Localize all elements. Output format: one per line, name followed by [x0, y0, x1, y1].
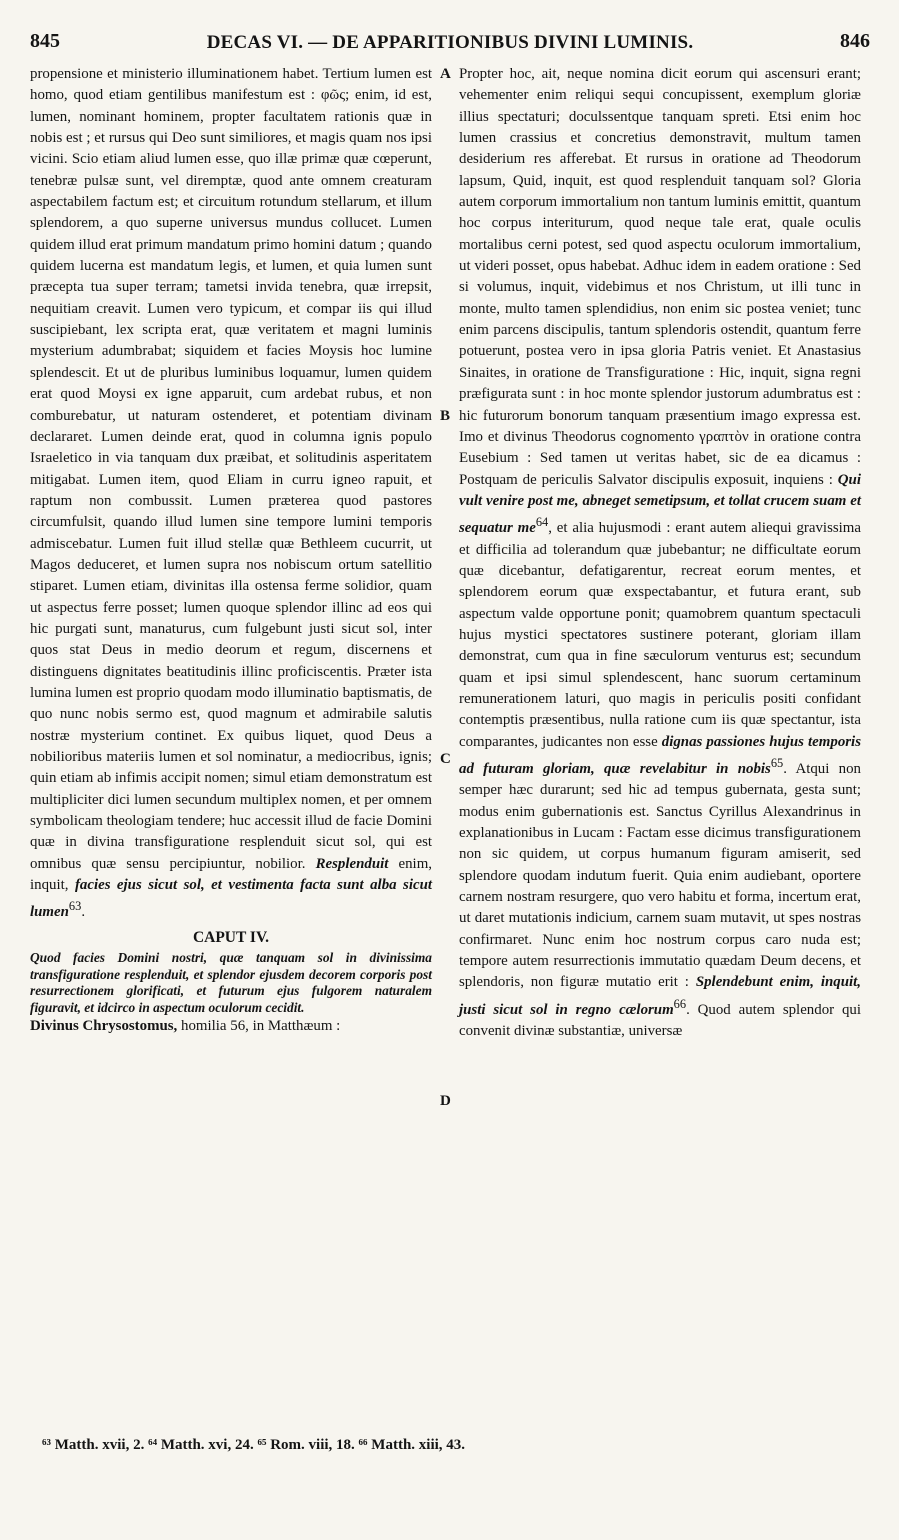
author-name: Divinus Chrysostomus,	[30, 1018, 178, 1035]
footnote-ref-66: 66	[673, 996, 687, 1011]
footnotes: ⁶³ Matth. xvii, 2. ⁶⁴ Matth. xvi, 24. ⁶⁵ Rom. viii, 18. ⁶⁶ Matth. xiii, 43.	[42, 1437, 466, 1453]
page-number-left: 845	[30, 30, 60, 52]
left-column	[30, 64, 432, 1037]
right-text-3: . Atqui non semper hæc durarunt; sed hic ad tempus gubernata, gesta sunt; modus enim gubernationis est. Sanctus Cyrillus Alexandrinus in explanationibus in Lucam : Factam esse dicimus transfigurationem non sic quidem, ut corpus humanum figuram amiserit, sed splendore quodam indutum fuerit. Quia enim audiebant, oportere carnem nostram resurgere, quo vero habitu et forma, incertum erat, ut daret mutationis indicium, carnem suam mutavit, ut spes nostras confirmaret. Nunc enim hoc nostrum corpus caro nuda est; tempore autem resurrectionis immutatio quædam Deum decens, et splendoris, non figuræ mutatio erit :	[459, 760, 861, 991]
footnote-ref-65: 65	[770, 755, 784, 770]
left-quote-mid: enim, inquit,	[30, 855, 432, 894]
right-paragraph	[459, 64, 861, 1042]
right-quote-1: Qui vult venire post me, abneget semetipsum, et tollat crucem suam et sequatur me	[459, 471, 861, 537]
margin-marker-b: B	[440, 408, 451, 424]
running-header	[30, 30, 870, 58]
left-quote-intro: Resplenduit	[315, 855, 389, 872]
running-title: DECAS VI. — DE APPARITIONIBUS DIVINI LUMINIS.	[206, 32, 694, 53]
left-paragraph-2	[30, 1016, 432, 1037]
page-number-right: 846	[840, 30, 870, 52]
left-paragraph-1-text: propensione et ministerio illuminationem habet. Tertium lumen est homo, quod etiam gentilibus manifestum est : φῶς; enim, id est, lumen, nominant hominem, propter facultatem rationis quæ in nobis est ; et rursus qui Deo sunt similiores, et magis quam nos ipsi vicini. Scio etiam aliud lumen esse, quo illæ primæ quæ cœperunt, tenebræ pulsæ sunt, vel diremptæ, quod ante omnem creaturam aspectabilem factum est; et circuitum rotundum stellarum, et illum splendorem, a quo superne universus mundus collucet. Lumen quidem illud erat primum mandatum primo homini datum ; quando quidem lucerna est mandatum legis, et lumen, et quia lumen sunt præcepta tua super terram; tametsi invida tenebra, quæ irrepsit, nequitiam creavit. Lumen vero typicum, et compar iis qui illud suscipiebant, lex scripta erat, quæ veritatem et magni luminis mysterium adumbrabat; siquidem et facies Moysis hoc lumine splendescit. Et ut de pluribus luminibus loquamur, lumen quidem erat quod Moysi ex igne apparuit, cum ardebat rubus, et non comburebatur, ut naturam ostenderet, et potentiam divinam declararet. Lumen deinde erat, quod in columna ignis populo Israeletico in via tanquam dux præibat, et solitudinis asperitatem mitigabat. Lumen item, quod Eliam in curru igneo rapuit, et raptum non combussit. Lumen præterea quod pastores circumfulsit, quando illud lumen sine tempore lumini temporis admiscebatur. Lumen fuit illud stellæ quæ Bethleem cucurrit, ut Magos deduceret, et lumen supra nos nobiscum ortum satellitio stiparet. Lumen etiam, divinitas illa ostensa ferme solidior, quam ut aspectus ferre posset; lumen quoque splendor illinc ad eos qui hic purgati sunt, manaturus, cum fulgebunt justi sicut sol, inter quos stat Deus in medio deorum et regum, discernens et distinguens dignitates beatitudinis illinc proficiscentis. Præter ista lumina lumen est proprio quodam modo illuminatio baptismatis, de quo nunc nobis sermo est, quod magnum et admirabile salutis nostræ mysterium continet. Ex quibus liquet, quod Deus a nobilioribus materiis lumen et sol nominatur, a mediocribus, ignis; quin etiam ab infimis accipit nomen; simul etiam demonstratum est multipliciter dici lumen secundum multiplex nomen, et per omnem symbolicam theologiam tendere; huc accessit illud de facie Domini quæ in divina transfiguratione resplenduit sicut sol, qui est omnibus quæ sensu percipiuntur, nobilior.	[30, 66, 432, 872]
right-text-4: . Quod autem splendor qui convenit divinæ substantiæ, universæ	[459, 1001, 861, 1040]
margin-marker-c: C	[440, 751, 451, 767]
right-text-1: Propter hoc, ait, neque nomina dicit eorum qui ascensuri erant; vehementer enim reliqui sequi concupissent, exemplum gloriæ illius spectaturi; doculssentque tanquam spreti. Etsi enim hoc lumen crassius et concretius demonstravit, multum tamen desiderium res afferebat. Et rursus in oratione ad Theodorum lapsum, Quid, inquit, est quod resplenduit tanquam sol? Gloria autem corporum immortalium non tantum luminis emittit, quantum hoc corpus interiturum, quod neque tale erat, quale oculis mortalibus cerni potest, sed quod aspectu oculorum immortalium, ut videri posset, opus habebat. Adhuc idem in eadem oratione : Sed si volumus, inquit, videbimus et nos Christum, ut illi tunc in monte, multo tamen splendidius, non enim sic postea veniet; tunc enim parcens discipulis, tantum splendoris ostendit, quantum ferre potuerunt, postea vero in ipsa gloria Patris veniet. Et Anastasius Sinaites, in oratione de Transfiguratione : Hic, inquit, signa regni præfigurata sunt : in hoc monte splendor justorum adumbratus est : hic futurorum bonorum tanquam præsentium imago expressa est. Imo et divinus Theodorus cognomento γραπτὸν in oratione contra Eusebium : Sed tamen ut veritas habet, sic de ea dicamus : Postquam de periculis Salvator discipulis exposuit, inquiens :	[459, 66, 861, 488]
footnote-ref-64: 64	[535, 515, 549, 530]
right-text-2: , et alia hujusmodi : erant autem aliequi gravissima et difficilia ad tolerandum quæ jubebantur; ne difficultate eorum quæ dicebantur, defatigarentur, recreat eorum mentes, et splendorem eorum quæ exspectabantur, et futura erant, sub aspectum valde opportune ponit; quamobrem quantum spectaculi hujus mystici spectatores sustinere poterant, gloriam illam demonstrat, cum qua in fine sæculorum venturus est; secundum quam et ipsi simul splendescent, hanc suorum certaminum remunerationem laturi, quo magis in periculis positi confidant contemptis præsentibus, nulla ratione cum iis quæ spectantur, ista comparantes, judicantes non esse	[459, 520, 861, 750]
chapter-summary: Quod facies Domini nostri, quæ tanquam sol in divinissima transfiguratione resplenduit, et splendor ejusdem decorem corporis post resurrectionem glorificati, et futurum ejus fulgorem naturalem figuravit, et idcirco in aspectum oculorum cecidit.	[30, 950, 432, 1015]
citation: homilia 56, in Matthæum :	[181, 1018, 341, 1035]
left-quote: facies ejus sicut sol, et vestimenta facta sunt alba sicut lumen	[30, 877, 432, 921]
chapter-title: CAPUT IV.	[192, 928, 270, 946]
margin-marker-d: D	[440, 1093, 451, 1109]
right-quote-2: dignas passiones hujus temporis ad futuram gloriam, quæ revelabitur in nobis	[459, 733, 861, 777]
margin-marker-a: A	[440, 66, 451, 82]
footnote-ref-63: 63	[68, 899, 82, 914]
left-paragraph-1: propensione et ministerio illuminationem habet. Tertium lumen est homo, quod etiam gentilibus manifestum est : φῶς; enim, id est, lumen, nominant hominem, propter facultatem rationis quæ in nobis est ; et rursus qui Deo sunt similiores, et magis quam nos ipsi vicini. Scio etiam aliud lumen esse, quo illæ primæ quæ cœperunt, tenebræ pulsæ sunt, vel diremptæ, quod ante omnem creaturam aspectabilem factum est; et circuitum rotundum stellarum, et illum splendorem, a quo superne universus mundus collucet. Lumen quidem illud erat primum mandatum primo homini datum ; quando quidem lucerna est mandatum legis, et lumen, et quia lumen sunt præcepta tua super terram; tametsi invida tenebra, quæ irrepsit, nequitiam creavit. Lumen vero typicum, et compar iis qui illud suscipiebant, lex scripta erat, quæ veritatem et magni luminis mysterium adumbrabat; siquidem et facies Moysis hoc lumine splendescit. Et ut de pluribus luminibus loquamur, lumen quidem erat quod Moysi ex igne apparuit, cum ardebat rubus, et non comburebatur, ut naturam ostenderet, et potentiam divinam declararet. Lumen deinde erat, quod in columna ignis populo Israeletico in via tanquam dux præibat, et solitudinis asperitatem mitigabat. Lumen item, quod Eliam in curru igneo rapuit, et raptum non combussit. Lumen præterea quod pastores circumfulsit, quando illud lumen sine tempore lumini temporis admiscebatur. Lumen fuit illud stellæ quæ Bethleem cucurrit, ut Magos deduceret, et lumen supra nos nobiscum ortum satellitio stiparet. Lumen etiam, divinitas illa ostensa ferme solidior, quam ut aspectus ferre posset; lumen quoque splendor illinc ad eos qui hic purgati sunt, manaturus, cum fulgebunt justi sicut sol, inter quos stat Deus in medio deorum et regum, discernens et distinguens dignitates beatitudinis illinc proficiscentis. Præter ista lumina lumen est proprio quodam modo illuminatio baptismatis, de quo nunc nobis sermo est, quod magnum et admirabile salutis nostræ mysterium continet. Ex quibus liquet, quod Deus a nobilioribus materiis lumen et sol nominatur, a mediocribus, ignis; quin etiam ab infimis accipit nomen; simul etiam demonstratum est multipliciter dici lumen secundum multiplex nomen, et per omnem symbolicam theologiam tendere; huc accessit illud de facie Domini quæ in divina transfiguratione resplenduit sicut sol, qui est omnibus quæ sensu percipiuntur, nobilior. Resplenduit enim, inquit, facies ejus sicut sol, et vestimenta facta sunt alba sicut lumen$^{63}$.	[30, 66, 432, 921]
right-quote-3: Splendebunt enim, inquit, justi sicut sol in regno cælorum	[459, 974, 861, 1018]
right-column	[459, 64, 861, 1042]
